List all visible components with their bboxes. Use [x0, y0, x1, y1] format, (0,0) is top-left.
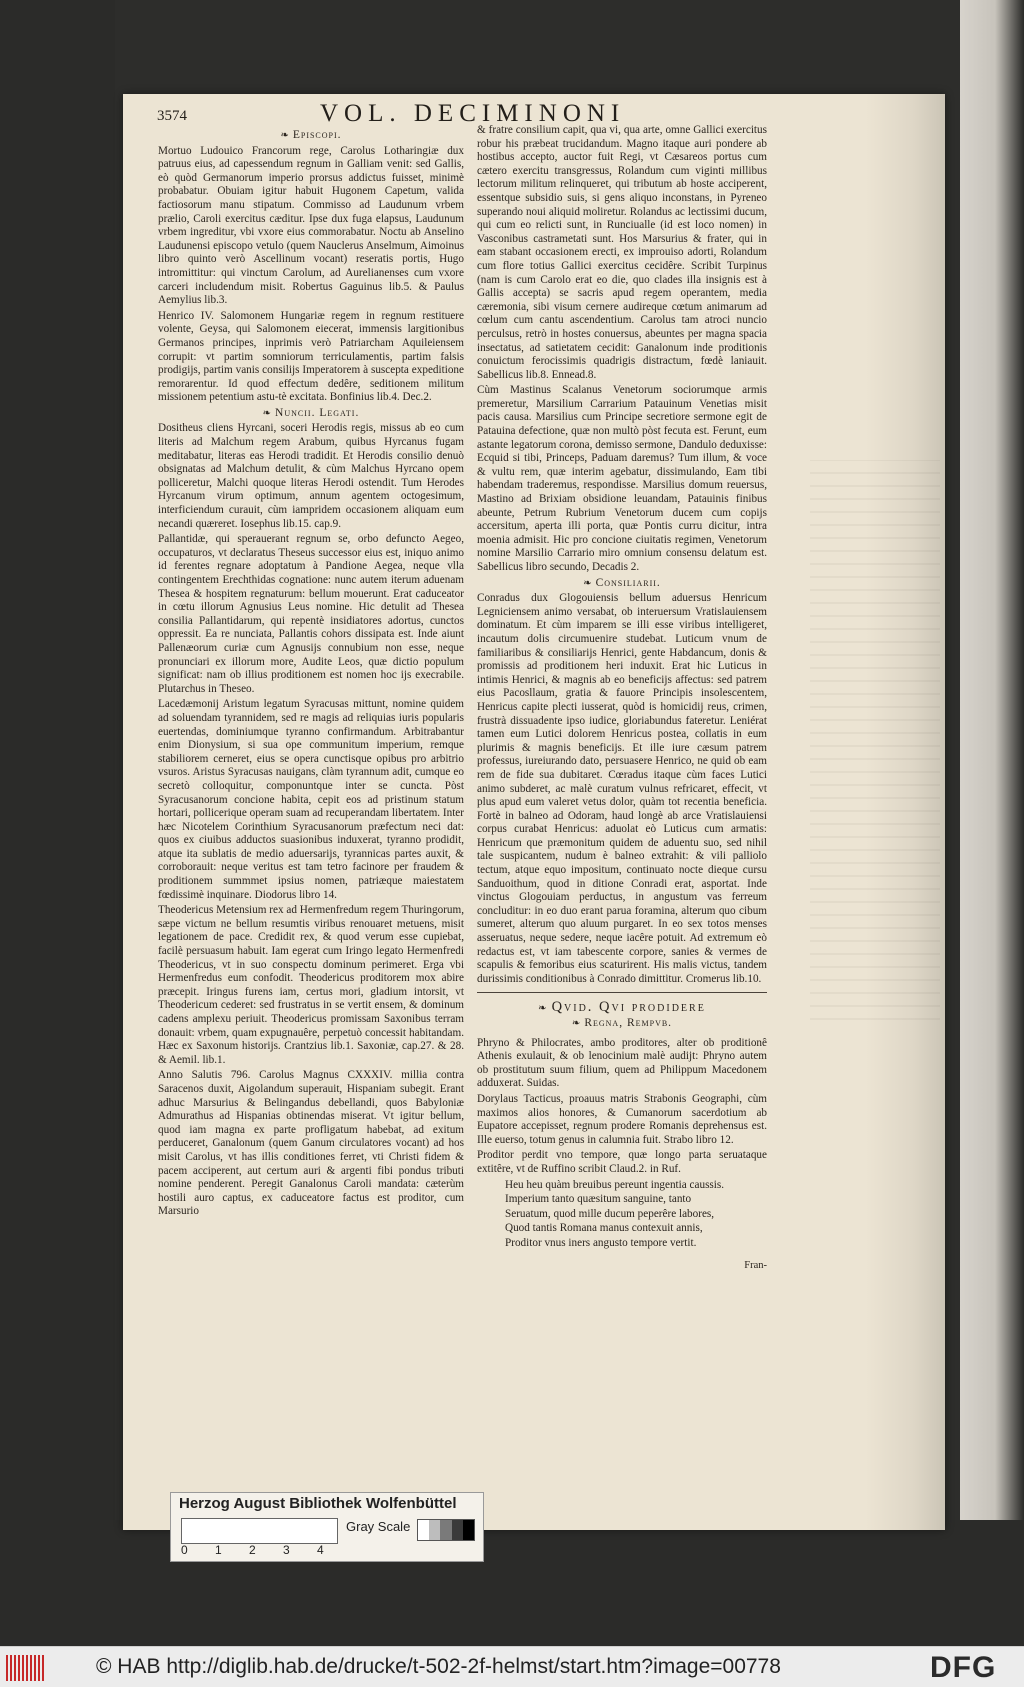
text-paragraph: Pallantidæ, qui sperauerant regnum se, orbo defuncto Aegeo, occupaturos, vt declaratus Theseus successor eius est, iniquo animo id ferentes regnare adoptatum à Pandione Aegea, neque vlla contingentem Erechthidas cognatione: nunc autem iterum aduenam Thesea & hospitem regnaturum: bellum mouerunt. Erat caduceator in cœtu illorum Agnusius Leus nomine. Hic detulit ad Thesea consilia Pallantidarum, qui repentè insidiatores adortus, cunctos oppressit. Ea re nunciata, Pallantis cohors dissipata est. Inde aiunt Pallenæorum curiæ cum Agnusijs connubium non esse, neque pronunciari ex illorum more, Audite Leos, quæ dictio populum significat: nam ob illius proditionem est nomen hoc ijs execrabile. Plutarchus in Theseo.: [158, 533, 464, 695]
verse-line: Heu heu quàm breuibus pereunt ingentia caussis.: [505, 1178, 725, 1191]
fleuron-icon: ❧: [583, 577, 593, 589]
verse-line: Imperium tanto quæsitum sanguine, tanto: [505, 1193, 692, 1206]
text-paragraph: Conradus dux Glogouiensis bellum aduersus Henricum Legniciensem animo versabat, ob interuersum Vratislauiensem dominatum. Et cùm imparem se illi esse viribus intelligeret, incautum dolis circumuenire studebat. Luticum vnum de familiaribus & consiliarijs Henrici, gente Habdancum, donis & promissis ad proditionem heri induxit. Erat hic Luticus in intimis Henrici, & magnis ab eo beneficijs affectus: sed patrem eius Pacosllaum, gratia & fauore Principis insolescentem, Henricus capite plecti iusserat, quòd is homicidij reus, crimen, frustrà dissuadente ipso iudice, gloriabundus fateretur. Leniérat tamen eum Lutici dolorem Henricus postea, collatis in eum plurimis & magnis beneficijs. Et ille iure cæsum patrem professus, iureiurando dato, persuasere Henrico, ne quid ob eam rem de fide sua dubitaret. Cœradus itaque cùm faces Lutici animo subderet, ac malè curatum vulnus refricaret, effecit, vt plus apud eum valeret vetus dolor, quàm tot recentia beneficia. Fortè in balneo ad Odoram, haud longè ab arce Vratislauiensi corpus curabat Henricus: aduolat eò Luticus cum armatis: Henricum que præmonitum quidem de aduentu suo, sed nihil tale suspicantem, nudum è balneo extrahit: & vili palliolo tectum, atque equo impositum, continuato nocte dieque cursu Sanduoithum, quod in ditione Conradi erat, asportat. Inde vinctus Glogouiam perductus, in angustum vas ferreum concluditur: in eo duo erant parua foramina, alterum quo cibum sumeret, alterum quo aluum purgaret. In eo sex totos menses asseruatus, neque sedere, neque iacêre potuit. Ad extremum eò redactus est, vt iam tabescente corpore, sanies & vermes de scapulis & femoribus eius scaturirent. His malis victus, tandem durissimis conditionibus à Conrado dimittitur. Cromerus lib.10.: [477, 592, 767, 985]
dfg-logo: DFG: [930, 1651, 997, 1684]
ruler-tick: 4: [317, 1543, 324, 1557]
text-paragraph: Phryno & Philocrates, ambo proditores, alter ob proditionê Athenis exulauit, & ob lenocinium malè audijt: Phryno autem ob prostitutum suum filium, quem ad Philippum Macedonem adduxerat. Suidas.: [477, 1036, 767, 1090]
verse-line: Seruatum, quod mille ducum peperêre labores,: [505, 1207, 715, 1220]
library-name: Herzog August Bibliothek Wolfenbüttel: [179, 1495, 457, 1512]
chapter-subheading: ❧ Regna, Rempvb.: [571, 1017, 673, 1029]
text-paragraph: Anno Salutis 796. Carolus Magnus CXXXIV. millia contra Saracenos duxit, Aigolandum superauit, Hispaniam subegit. Erant adhuc Marsurius & Belingandus debellandi, quos Babyloniæ Admurathus ad Hispanias obtinendas miserat. Vt igitur bellum, quod iam magna ex parte profligatum habebat, ad exitum perduceret, Ganalonum (quem Ganum circulatores vocant) ad hos misit Carolus, vt has illis conditiones ferret, vti Christi fidem & pacem acciperent, aut certum auri & argenti fibi pondus tributi nomine penderent. Peregit Ganalonus Caroli mandata: cæterùm hostili auro captus, ex caduceatore factus est proditor, cum Marsurio: [158, 1069, 464, 1218]
verse-line: Quod tantis Romana manus contexuit annis,: [505, 1222, 703, 1235]
gray-scale-swatches: [417, 1519, 475, 1541]
section-heading: ❧ Consiliarii.: [583, 576, 661, 589]
ruler-tick: 3: [283, 1543, 290, 1557]
chapter-heading: ❧ Qvid. Qvi prodidere: [538, 999, 706, 1016]
text-paragraph: Theodericus Metensium rex ad Hermenfredum regem Thuringorum, sæpe victum ne bellum resumtis viribus renouaret metuens, misit legationem de pace. Credidit rex, & quod verum esse cupiebat, facilè persuasum habuit. Iam egerat cum Iringo legato Hermenfredi Theodericus, vt in suo conspectu dominum perimeret. Erga vbi Hermenfredus eum confodit. Theodericus proditorem mox abire præcepit. Iringus furens iam, certus mori, gladium intorsit, vt Theodericum cederet: sed frustratus in se vertit ensem, & dominum cadens amplexu periuit. Theodericus promissam Saxonibus terram donauit: vrbem, quam expugnauêre, perpetuò concessit habitandam. Hæc ex Saxonum historijs. Crantzius lib.1. Saxoniæ, cap.27. & 28. & Aemil. lib.1.: [158, 904, 464, 1066]
text-paragraph: Dositheus cliens Hyrcani, soceri Herodis regis, missus ab eo cum literis ad Malchum regem Arabum, quibus Hyrcanus fugam meditabatur, literas eas Herodi tradidit. Et Herodis consilio denuò obsignatas ad Malchum detulit, & cùm Malchus Hyrcano opem polliceretur, Malchi quoque literas Herodi ostendit. Tum Herodes Hyrcanum virum optimum, annum agentem octogesimum, interficiendum curauit, cùm iampridem occasionem aliquam eum necandi quæreret. Iosephus lib.15. cap.9.: [158, 422, 464, 530]
text-paragraph: Mortuo Ludouico Francorum rege, Carolus Lotharingiæ dux patruus eius, ad capessendum regnum in Galliam venit: sed Gallis, eò quòd Germanorum imperio prorsus addictus fuisset, minimè probabatur. Obuiam igitur habuit Hugonem Capetum, valida factiosorum manu stipatum. Commisso ad Laudunum vrbem prælio, Caroli exercitus cæditur. Ipse dux fuga elapsus, Laudunum vrbem ingreditur, vbi vxore eius commorabatur. Noctu ab Anselino Laudunensi episcopo vetulo (quem Nauclerus Anselmum, Aimoinus libro quinto verò Ascellinum vocant) reseratis portis, Hugo intromittitur: qui vinctum Carolum, ad Aurelianenses cum vxore carceri includendum misit. Robertus Gaguinus lib.5. & Paulus Aemylius lib.3.: [158, 144, 464, 307]
text-paragraph: Proditor perdit vno tempore, quæ longo parta seruataque extitêre, vt de Ruffino scribit Claud.2. in Ruf.: [477, 1149, 767, 1175]
section-heading: ❧ Episcopi.: [280, 129, 342, 141]
source-url[interactable]: © HAB http://diglib.hab.de/drucke/t-502-2f-helmst/start.htm?image=00778: [96, 1655, 781, 1678]
scan-background-left: [0, 0, 115, 1646]
swatch: [429, 1520, 440, 1540]
swatch: [463, 1520, 474, 1540]
text-paragraph: & fratre consilium capit, qua vi, qua arte, omne Gallici exercitus robur his præbeat trucidandum. Magno itaque auri pondere ab hostibus accepto, auctor fuit Regi, vt Cæsareos portus cum cætero exercitu transgressus, Rolandum cum viginti millibus lectorum militum relinqueret, qui tributum ab hoste acciperent, essentque subsidio suis, si gens aliquo inconstans, in Pyreneo superando noui aliquid moliretur. Rolandus ac lectissimi ducum, qui cum eo relicti sunt, in Runciualle (id est loco nomen) in Vasconibus castrametati sunt. Hos Marsurius & frater, qui in eam stabant occasionem erecti, ex improuiso adorti, Rolandum cum flore totius Gallici exercitus cecidêre. Scribit Turpinus (nam is cum Carolo erat eo die, quo clades illa insignis est à Gallis accepta) se sacris apud regem operantem, media cæremonia, sibi visum cernere audireque cœtum animarum ad cœlum cum cantu ascendentium. Carolus tam atroci nuncio perculsus, retrò in hostes conuersus, abeuntes per magna spacia insectatus, ad satietatem cecidit: Ganalonum inde proditionis conuictum ferocissimis quadrigis distractum, fœdè laniauit. Sabellicus lib.8. Ennead.8.: [477, 124, 767, 381]
text-paragraph: Cùm Mastinus Scalanus Venetorum sociorumque armis premeretur, Marsilium Carrarium Patauinum Venetias misit pacis causa. Marsilius cum Principe secretiore sermone egit de Patauina defectione, quæ non multò pòst fecuta est. Ferunt, eum astante legatorum corona, demisso sermone, Dandulo deduxisse: Ecquid si tibi, Princeps, Paduam daremus? Tum illum, & voce & vultu rem, quæ interim agebatur, dissimulando, Eam tibi habendam traderemus, respondisse. Marsilius domum reuersus, Mastino ad Brixiam obsidione leuandam, Patauinis finibus abeunte, Petrum Rubrium Venetorum ducem cum copijs accersitum, aperta illi porta, quæ Pontis curru dicitur, intra moenia admisit. Hic pro concione ciuitatis regimen, Venetorum nomine Marsilio Carrario miro omnium consensu delatum est. Sabellicus libro secundo, Decadis 2.: [477, 384, 767, 573]
facing-page-edge: [960, 0, 1024, 1646]
fleuron-icon: ❧: [262, 407, 273, 419]
white-reference-bar: [181, 1518, 338, 1544]
text-paragraph: Lacedæmonij Aristum legatum Syracusas mittunt, nomine quidem ad soluendam tyrannidem, sed re magis ad reliquias iuris popularis euertendas, dominiumque tyranno confirmandum. Arbitrabantur enim Dionysium, si sua ope communitum imperium, remque stabiliorem cerneret, eius se opera cunctisque opibus pro arbitrio vsuros. Aristus Syracusas nauigans, clàm tyrannum adit, cumque eo secretò colloquitur, componuntque inter se cuncta. Pòst Syracusanorum concione habita, cepit eos ad pristinum statum hortari, pollicerique operam suam ad recuperandam libertatem. Inter hæc Nicotelem Corinthium Syracusanorum præfectum neci dat: quos ex ciuibus adductos suasionibus induxerat, tyranno prodidit, atque ita sublatis de medio aduersarijs, tyrannicas partes auxit, & corroborauit: neque veritus est tam tetro facinore per fraudem & proditionem summmet ipsius nomen, patriæque maiestatem fœdissimè inquinare. Diodorus libro 14.: [158, 698, 464, 901]
fleuron-icon: ❧: [571, 1018, 582, 1029]
right-text-column: [477, 124, 767, 1272]
swatch: [418, 1520, 429, 1540]
fleuron-icon: ❧: [538, 1003, 549, 1015]
ruler-tick: 0: [181, 1543, 188, 1557]
scan-background-bottom: [0, 1520, 1024, 1646]
ruler-tick: 2: [249, 1543, 256, 1557]
show-through-text: [810, 460, 940, 1020]
running-title: VOL. DECIMINONI: [320, 100, 626, 127]
footer-bar: [0, 1646, 1024, 1687]
swatch: [452, 1520, 463, 1540]
page-number: 3574: [157, 108, 187, 124]
section-rule: [477, 992, 767, 993]
left-text-column: [158, 128, 464, 1221]
text-paragraph: Henrico IV. Salomonem Hungariæ regem in regnum restituere volente, Geysa, qui Salomonem eiecerat, immensis largitionibus Germanos principes, inprimis verò Patriarcham Aquileiensem corrupit: vt partim somniorum terriculamentis, partim falsis prodigijs, partim vanis consilijs Imperatorem à suscepta expeditione remorarentur. Id quod effectum dedêre, seditionem militum missionem petentium astu-tè excitata. Bonfinius lib.4. Dec.2.: [158, 309, 464, 404]
color-scale-card: [170, 1492, 484, 1562]
section-heading: ❧ Nuncii. Legati.: [262, 406, 360, 419]
catchword: Fran-: [744, 1259, 767, 1271]
ruler-tick: 1: [215, 1543, 222, 1557]
fleuron-icon: ❧: [280, 130, 290, 141]
text-paragraph: Dorylaus Tacticus, proauus matris Strabonis Geographi, cùm maximos alios honores, & Cumanorum sacerdotium ab Eupatore accepisset, regnum prodere Romanis deprehensus est. Ille euerso, totum genus in calumnia fuit. Strabo libro 12.: [477, 1092, 767, 1146]
gray-scale-label: Gray Scale: [346, 1519, 411, 1534]
barcode-icon: [6, 1655, 44, 1681]
ruler-ticks: [179, 1543, 329, 1559]
verse-line: Proditor vnus iners angusto tempore vertit.: [505, 1236, 697, 1249]
swatch: [440, 1520, 451, 1540]
